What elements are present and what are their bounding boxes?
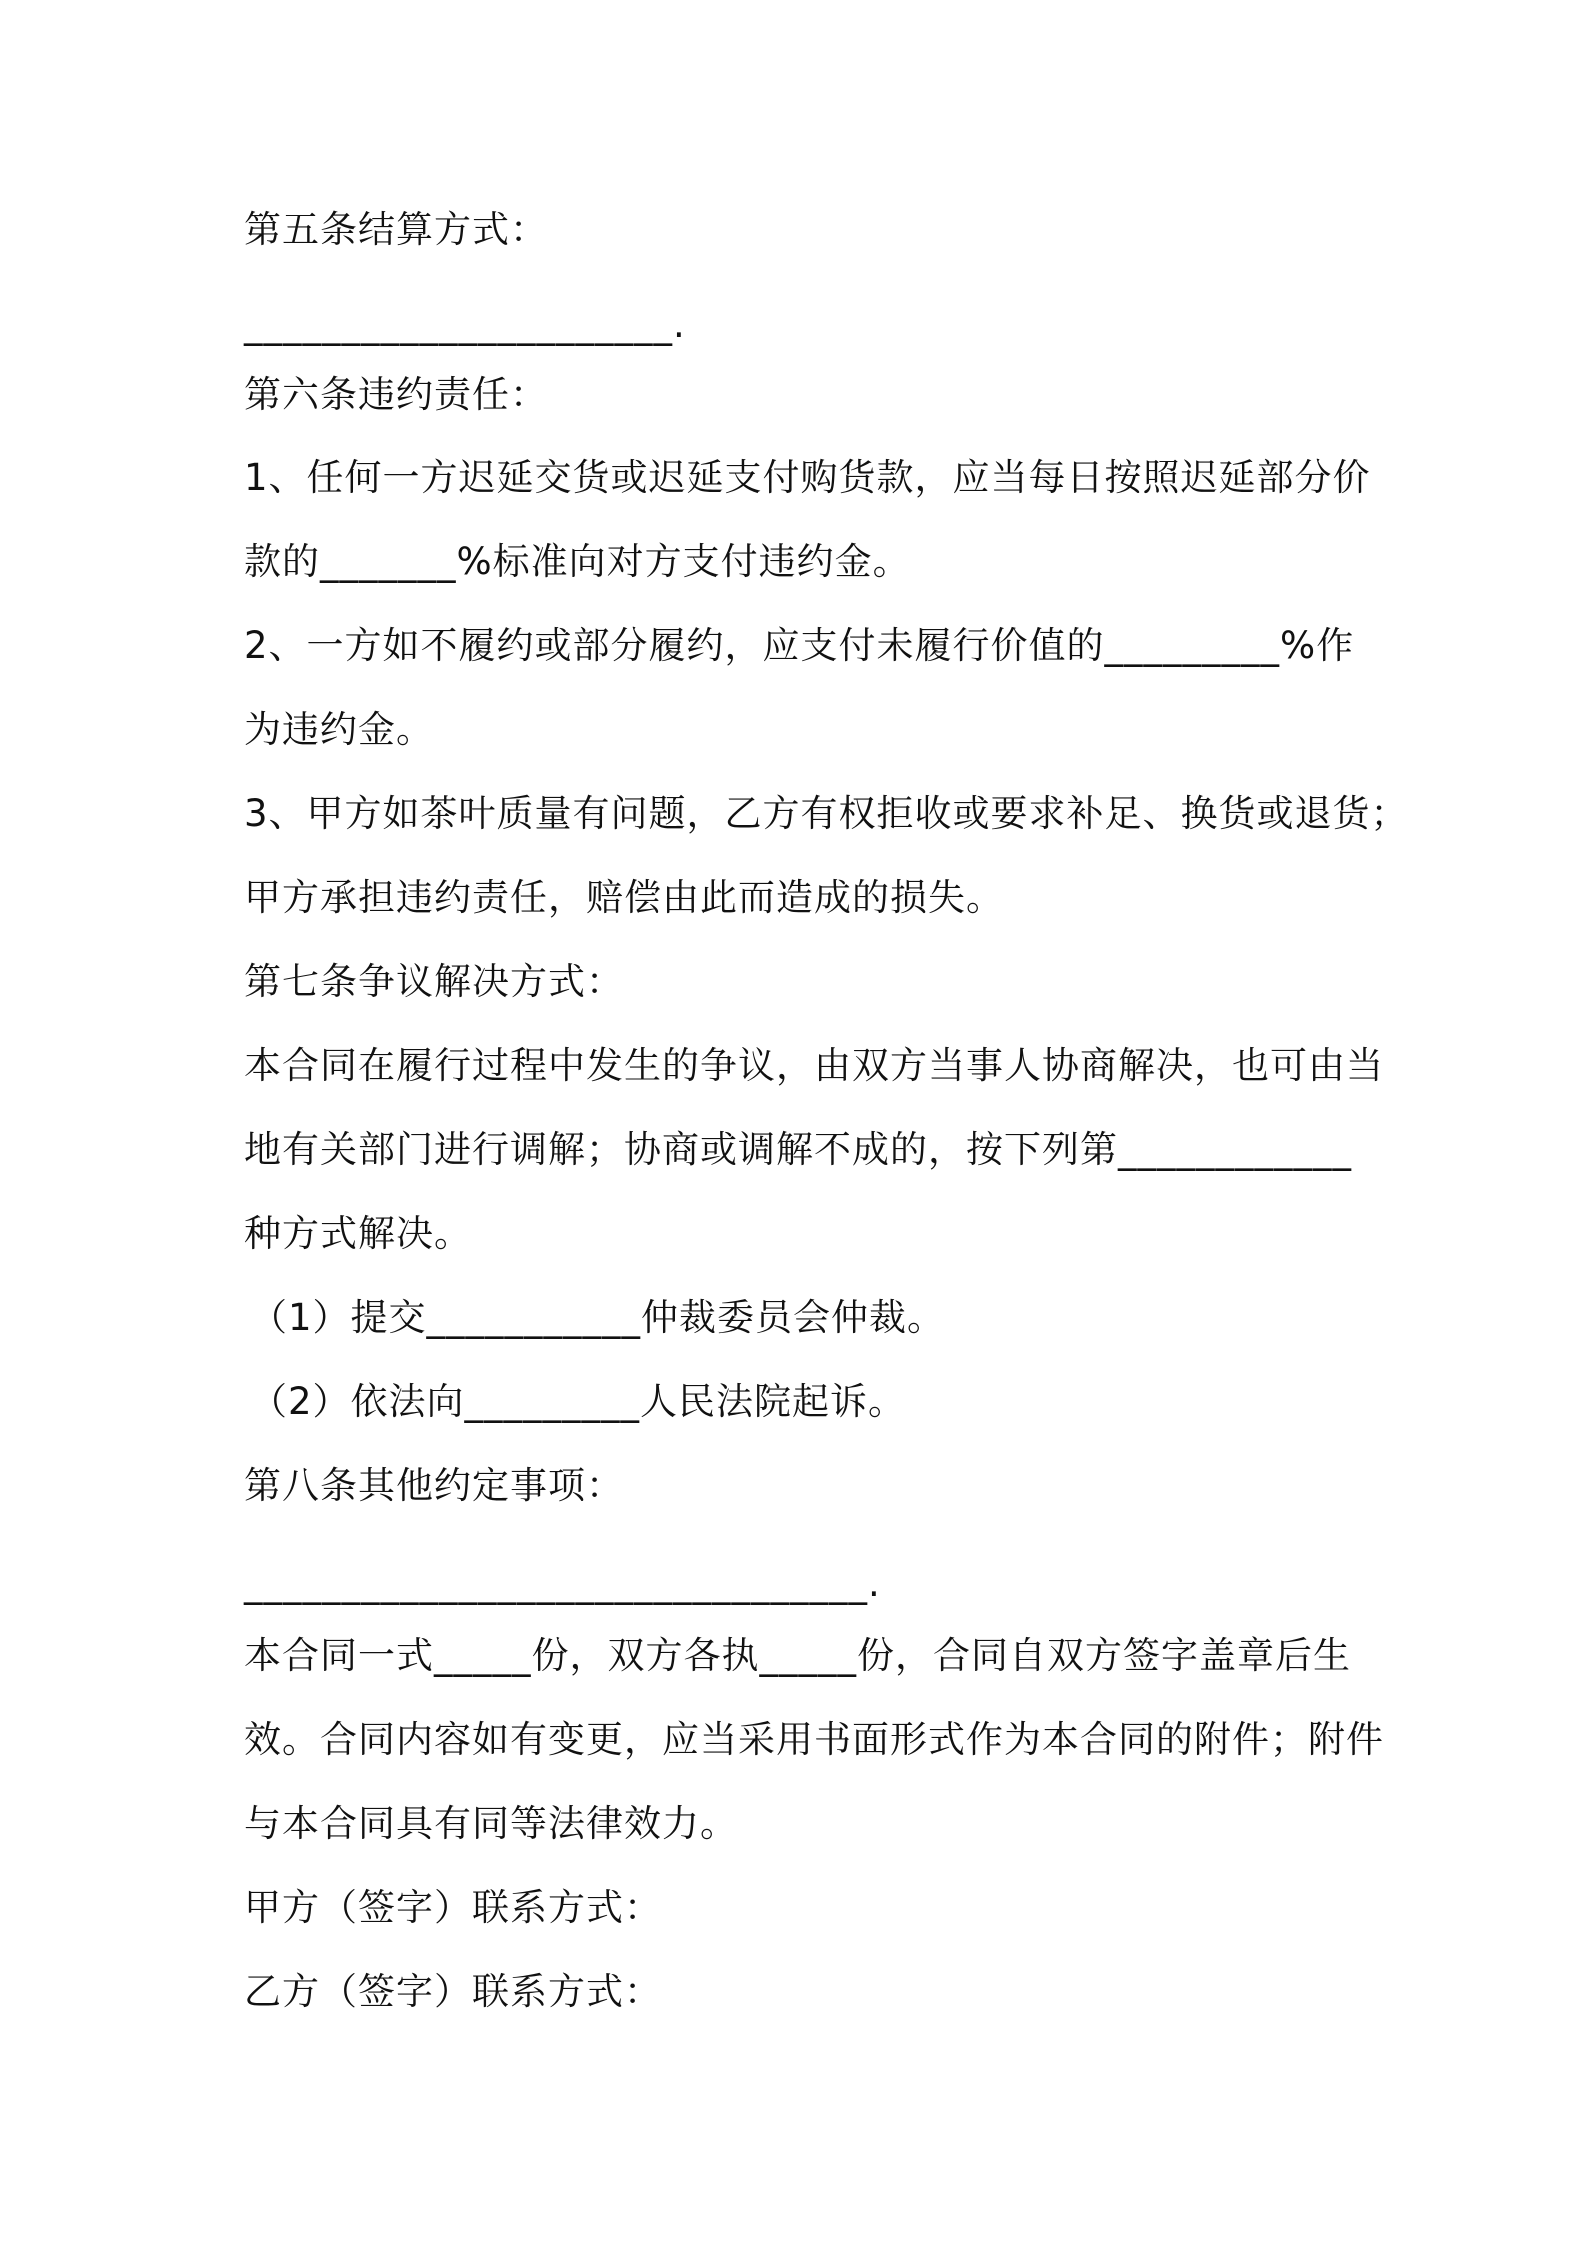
copies-clause-line-3: 与本合同具有同等法律效力。	[244, 1802, 738, 1845]
article-7-text-line-3: 种方式解决。	[244, 1212, 472, 1255]
copies-clause-line-1: 本合同一式_____份，双方各执_____份，合同自双方签字盖章后生	[244, 1634, 1351, 1677]
clause-6-3-line-1: 3、甲方如茶叶质量有问题，乙方有权拒收或要求补足、换货或退货；	[244, 792, 1409, 835]
article-7-heading: 第七条争议解决方式：	[244, 960, 624, 1003]
article-8-blank: ________________________________.	[244, 1562, 881, 1605]
option-2-court: （2）依法向_________人民法院起诉。	[250, 1380, 907, 1423]
clause-6-3-line-2: 甲方承担违约责任，赔偿由此而造成的损失。	[244, 876, 1004, 919]
clause-6-2-line-2: 为违约金。	[244, 708, 434, 751]
article-6-heading: 第六条违约责任：	[244, 373, 548, 416]
article-7-text-line-1: 本合同在履行过程中发生的争议，由双方当事人协商解决，也可由当	[244, 1044, 1384, 1087]
clause-6-1-line-2: 款的_______%标准向对方支付违约金。	[244, 540, 911, 583]
party-b-signature: 乙方（签字）联系方式：	[244, 1970, 662, 2013]
party-a-signature: 甲方（签字）联系方式：	[244, 1886, 662, 1929]
article-5-blank: ______________________.	[244, 303, 686, 346]
copies-clause-line-2: 效。合同内容如有变更，应当采用书面形式作为本合同的附件；附件	[244, 1718, 1384, 1761]
clause-6-2-line-1: 2、一方如不履约或部分履约，应支付未履行价值的_________%作	[244, 624, 1355, 667]
article-5-heading: 第五条结算方式：	[244, 208, 548, 251]
option-1-arbitration: （1）提交___________仲裁委员会仲裁。	[250, 1296, 946, 1339]
article-7-text-line-2: 地有关部门进行调解；协商或调解不成的，按下列第____________	[244, 1128, 1352, 1171]
article-8-heading: 第八条其他约定事项：	[244, 1464, 624, 1507]
clause-6-1-line-1: 1、任何一方迟延交货或迟延支付购货款，应当每日按照迟延部分价	[244, 456, 1371, 499]
